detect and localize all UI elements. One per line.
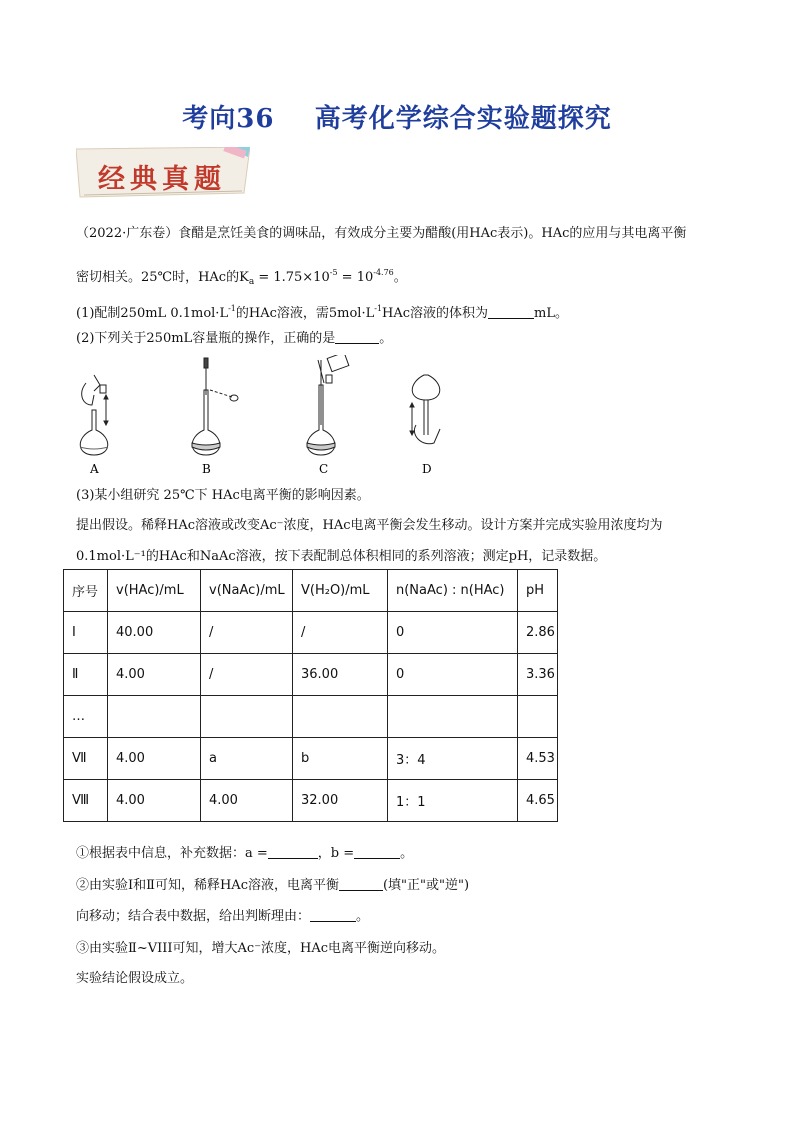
table-cell: 3：4	[388, 738, 518, 780]
q1-answer-blank[interactable]	[488, 306, 534, 319]
a3-text: 向移动；结合表中数据，给出判断理由：	[76, 909, 311, 924]
table-cell: Ⅱ	[64, 654, 108, 696]
table-cell: 4.00	[201, 780, 293, 822]
table-cell: Ⅰ	[64, 612, 108, 654]
table-cell: Ⅷ	[64, 780, 108, 822]
exp-2: -4.76	[373, 268, 394, 277]
title-text: 高考化学综合实验题探究	[314, 104, 612, 134]
q2-end: 。	[379, 331, 393, 346]
a1-end: 。	[400, 846, 414, 861]
table-cell: b	[293, 738, 388, 780]
flask-b	[192, 358, 238, 455]
exp-1: -5	[329, 268, 338, 277]
intro-line-2	[76, 264, 726, 291]
banner-label: 经典真题	[98, 164, 226, 195]
table-header: n(NaAc) : n(HAc)	[388, 570, 518, 612]
table-cell: 4.00	[108, 654, 201, 696]
table-header: pH	[518, 570, 558, 612]
table-cell	[293, 696, 388, 738]
page-title	[0, 98, 794, 135]
table-row	[64, 654, 558, 696]
table-header: 序号	[64, 570, 108, 612]
q1-text-d: mL。	[534, 306, 569, 321]
table-row	[64, 612, 558, 654]
q1-text-b: 的HAc溶液，需5mol·L	[235, 306, 375, 321]
table-cell: 4.53	[518, 738, 558, 780]
table-header: v(NaAc)/mL	[201, 570, 293, 612]
a1-text: ①根据表中信息，补充数据：a =	[76, 846, 268, 861]
q2-text: (2)下列关于250mL容量瓶的操作，正确的是	[76, 331, 336, 346]
table-cell: a	[201, 738, 293, 780]
table-cell: 3.36	[518, 654, 558, 696]
a-answer-blank[interactable]	[268, 846, 318, 859]
table-row	[64, 780, 558, 822]
a2-text: ②由实验Ⅰ和Ⅱ可知，稀释HAc溶液，电离平衡	[76, 878, 339, 893]
table-row	[64, 738, 558, 780]
a2-end: (填"正"或"逆")	[382, 878, 470, 893]
question-1	[76, 300, 726, 323]
question-3-head: (3)某小组研究 25℃下 HAc电离平衡的影响因素。	[76, 488, 370, 503]
ka-subscript: a	[248, 277, 255, 287]
table-row	[64, 696, 558, 738]
table-cell	[108, 696, 201, 738]
table-cell: 4.00	[108, 780, 201, 822]
intro-text-c: = 10	[337, 270, 374, 285]
table-cell: 32.00	[293, 780, 388, 822]
a3-end: 。	[356, 909, 370, 924]
question-3-p1: 提出假设。稀释HAc溶液或改变Ac⁻浓度，HAc电离平衡会发生移动。设计方案并完成实验用浓度均为	[76, 518, 663, 533]
table-cell: /	[201, 612, 293, 654]
q1-text-a: (1)配制250mL 0.1mol·L	[76, 306, 229, 321]
intro-text-a: 密切相关。25℃时，HAc的K	[76, 270, 249, 285]
table-cell	[388, 696, 518, 738]
q1-sup-1: -1	[228, 304, 236, 313]
answer-4: ③由实验Ⅱ~VIII可知，增大Ac⁻浓度，HAc电离平衡逆向移动。	[76, 941, 446, 956]
intro-text-b: = 1.75×10	[254, 270, 330, 285]
table-cell: /	[201, 654, 293, 696]
reason-answer-blank[interactable]	[310, 909, 356, 922]
answer-5: 实验结论假设成立。	[76, 971, 194, 986]
direction-answer-blank[interactable]	[339, 878, 383, 891]
table-cell	[518, 696, 558, 738]
experiment-table	[63, 569, 558, 822]
table-header-row	[64, 570, 558, 612]
title-code: 考向36	[182, 104, 275, 134]
flask-a	[80, 375, 108, 455]
table-header: v(HAc)/mL	[108, 570, 201, 612]
question-2	[76, 330, 726, 348]
table-header: V(H₂O)/mL	[293, 570, 388, 612]
q1-sup-2: -1	[374, 304, 383, 313]
flask-operations-diagram	[64, 355, 464, 485]
table-cell	[201, 696, 293, 738]
b-answer-blank[interactable]	[354, 846, 400, 859]
answer-2	[76, 877, 726, 895]
table-cell: 36.00	[293, 654, 388, 696]
table-cell: 1：1	[388, 780, 518, 822]
label-b: B	[202, 462, 211, 476]
table-cell: 2.86	[518, 612, 558, 654]
a1-mid: ，b =	[317, 846, 355, 861]
label-a: A	[90, 462, 99, 476]
table-cell: 0	[388, 612, 518, 654]
table-cell: 0	[388, 654, 518, 696]
q1-text-c: HAc溶液的体积为	[382, 306, 489, 321]
answer-1	[76, 845, 726, 863]
label-d: D	[422, 462, 432, 476]
intro-text-d: 。	[393, 270, 407, 285]
label-c: C	[319, 462, 329, 476]
table-cell: 4.00	[108, 738, 201, 780]
table-cell: Ⅶ	[64, 738, 108, 780]
flask-d	[410, 375, 440, 444]
flask-c	[307, 355, 349, 455]
table-cell: 4.65	[518, 780, 558, 822]
answer-3	[76, 908, 726, 926]
question-3-p2: 0.1mol·L⁻¹的HAc和NaAc溶液，按下表配制总体积相同的系列溶液；测定pH，记录数据。	[76, 549, 607, 564]
q2-answer-blank[interactable]	[335, 331, 379, 344]
table-cell: 40.00	[108, 612, 201, 654]
intro-line-1: （2022·广东卷）食醋是烹饪美食的调味品，有效成分主要为醋酸(用HAc表示)。HAc的应用与其电离平衡	[76, 226, 687, 241]
table-cell: /	[293, 612, 388, 654]
table-cell: …	[64, 696, 108, 738]
